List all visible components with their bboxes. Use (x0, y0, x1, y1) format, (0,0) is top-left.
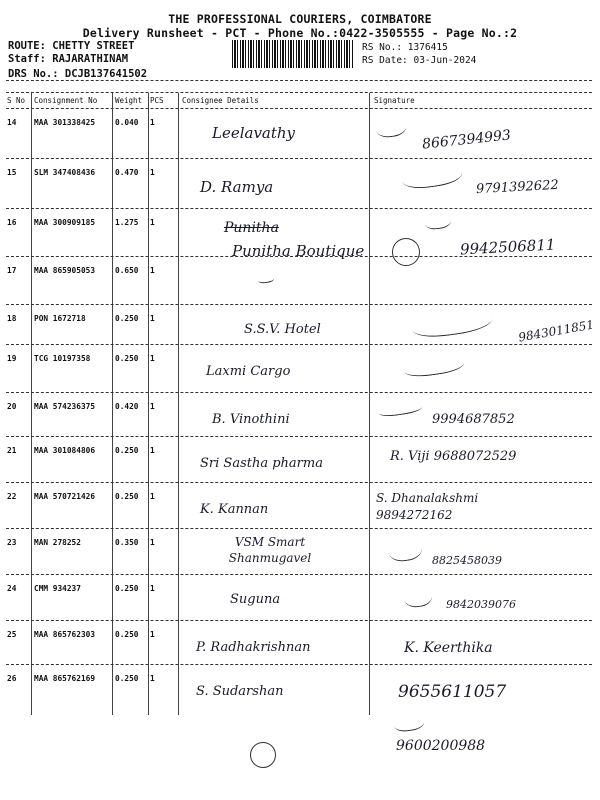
row-weight: 0.040 (115, 118, 139, 127)
row-sno: 19 (7, 354, 17, 363)
table-row (0, 110, 600, 160)
signature-scribble (411, 307, 493, 341)
table-row (0, 622, 600, 666)
table-row (0, 530, 600, 576)
tick-mark (258, 275, 275, 284)
signature-scribble (424, 212, 452, 230)
row-weight: 0.650 (115, 266, 139, 275)
row-consignment: MAN 278252 (34, 538, 81, 547)
consignee-handwriting: VSM Smart Shanmugavel (228, 535, 312, 565)
signature-note: S. Dhanalakshmi 9894272162 (376, 491, 479, 522)
signature-scribble (403, 584, 434, 609)
row-consignment: CMM 934237 (34, 584, 81, 593)
row-pcs: 1 (150, 538, 155, 547)
consignee-handwriting: D. Ramya (200, 178, 274, 196)
row-pcs: 1 (150, 168, 155, 177)
row-sno: 21 (7, 446, 17, 455)
signature-note: 9655611057 (398, 682, 507, 702)
row-weight: 0.250 (115, 446, 139, 455)
consignee-handwriting: S.S.V. Hotel (244, 322, 321, 337)
header-divider (6, 92, 592, 93)
row-pcs: 1 (150, 492, 155, 501)
consignee-handwriting: Sri Sastha pharma (200, 456, 323, 471)
row-sno: 20 (7, 402, 17, 411)
row-pcs: 1 (150, 584, 155, 593)
row-divider (6, 620, 592, 621)
row-pcs: 1 (150, 266, 155, 275)
signature-note: 9994687852 (432, 412, 515, 427)
col-header-signature: Signature (374, 96, 415, 105)
consignee-handwriting: S. Sudarshan (196, 684, 284, 699)
row-weight: 0.470 (115, 168, 139, 177)
row-divider (6, 574, 592, 575)
row-pcs: 1 (150, 118, 155, 127)
signature-note: 8825458039 (432, 554, 502, 567)
col-header-consignment: Consignment No (34, 96, 98, 105)
row-consignment: PON 1672718 (34, 314, 86, 323)
signature-scribble (377, 401, 422, 418)
row-divider (6, 482, 592, 483)
signature-note: 9791392622 (475, 177, 560, 198)
consignee-handwriting: B. Vinothini (212, 412, 290, 427)
row-consignment: MAA 865762303 (34, 630, 96, 639)
signature-scribble (401, 162, 463, 191)
row-pcs: 1 (150, 314, 155, 323)
consignee-handwriting: Leelavathy (212, 124, 296, 142)
consignee-handwriting: Punitha Boutique (232, 242, 365, 260)
row-consignment: MAA 301338425 (34, 118, 96, 127)
row-consignment: MAA 865905053 (34, 266, 96, 275)
col-header-consignee: Consignee Details (182, 96, 259, 105)
row-weight: 0.420 (115, 402, 139, 411)
header-divider (6, 80, 592, 81)
signature-note: 9942506811 (459, 235, 556, 259)
signature-note: 9842039076 (446, 598, 516, 611)
row-consignment: MAA 570721426 (34, 492, 96, 501)
drs-number: DRS No.: DCJB137641502 (8, 68, 148, 80)
row-pcs: 1 (150, 218, 155, 227)
row-divider (6, 392, 592, 393)
col-header-sno: S No (7, 96, 26, 105)
signature-scribble (375, 116, 407, 139)
row-weight: 0.250 (115, 630, 139, 639)
rs-date: RS Date: 03-Jun-2024 (362, 55, 477, 66)
signature-note: K. Keerthika (404, 640, 493, 656)
circled-mark (250, 742, 276, 768)
table-row (0, 484, 600, 530)
row-sno: 26 (7, 674, 17, 683)
consignee-handwriting: Suguna (230, 592, 281, 607)
row-pcs: 1 (150, 630, 155, 639)
col-header-pcs: PCS (150, 96, 164, 105)
row-weight: 1.275 (115, 218, 139, 227)
route-label: ROUTE: CHETTY STREET (8, 40, 135, 52)
rs-number: RS No.: 1376415 (362, 42, 448, 53)
footer-handwritten-number: 9600200988 (396, 738, 486, 754)
table-row (0, 346, 600, 394)
signature-note: 9843011851 (517, 317, 595, 345)
table-row (0, 438, 600, 484)
row-sno: 22 (7, 492, 17, 501)
row-sno: 15 (7, 168, 17, 177)
col-header-weight: Weight (115, 96, 143, 105)
table-row (0, 160, 600, 210)
signature-scribble (403, 354, 465, 379)
row-consignment: TCG 10197358 (34, 354, 91, 363)
row-sno: 14 (7, 118, 17, 127)
row-pcs: 1 (150, 674, 155, 683)
row-pcs: 1 (150, 402, 155, 411)
table-row (0, 394, 600, 438)
company-title: THE PROFESSIONAL COURIERS, COIMBATORE (168, 12, 432, 26)
row-consignment: SLM 347408436 (34, 168, 96, 177)
row-consignment: MAA 300909185 (34, 218, 96, 227)
column-header-divider (6, 108, 592, 109)
runsheet-subtitle: Delivery Runsheet - PCT - Phone No.:0422-3505555 - Page No.:2 (82, 26, 518, 40)
row-divider (6, 208, 592, 209)
row-weight: 0.250 (115, 314, 139, 323)
table-row (0, 306, 600, 346)
row-consignment: MAA 574236375 (34, 402, 96, 411)
row-divider (6, 344, 592, 345)
consignee-handwriting: P. Radhakrishnan (196, 640, 311, 655)
row-pcs: 1 (150, 446, 155, 455)
consignee-handwriting: K. Kannan (200, 502, 269, 517)
consignee-handwriting: Laxmi Cargo (206, 364, 291, 379)
row-weight: 0.250 (115, 584, 139, 593)
row-consignment: MAA 301084806 (34, 446, 96, 455)
signature-note: 8667394993 (421, 127, 512, 153)
table-row (0, 666, 600, 714)
signature-scribble (393, 714, 425, 733)
row-weight: 0.250 (115, 354, 139, 363)
row-divider (6, 664, 592, 665)
row-consignment: MAA 865762169 (34, 674, 96, 683)
signature-note: R. Viji 9688072529 (390, 449, 517, 464)
consignee-handwriting: Punitha (224, 220, 279, 236)
row-sno: 23 (7, 538, 17, 547)
barcode-image (232, 40, 354, 68)
row-sno: 18 (7, 314, 17, 323)
row-divider (6, 528, 592, 529)
signature-scribble (386, 534, 423, 563)
staff-label: Staff: RAJARATHINAM (8, 53, 129, 65)
row-divider (6, 158, 592, 159)
row-divider (6, 304, 592, 305)
row-weight: 0.350 (115, 538, 139, 547)
row-pcs: 1 (150, 354, 155, 363)
row-weight: 0.250 (115, 674, 139, 683)
row-weight: 0.250 (115, 492, 139, 501)
row-divider (6, 436, 592, 437)
row-sno: 17 (7, 266, 17, 275)
row-sno: 25 (7, 630, 17, 639)
table-row (0, 576, 600, 622)
row-sno: 16 (7, 218, 17, 227)
row-sno: 24 (7, 584, 17, 593)
